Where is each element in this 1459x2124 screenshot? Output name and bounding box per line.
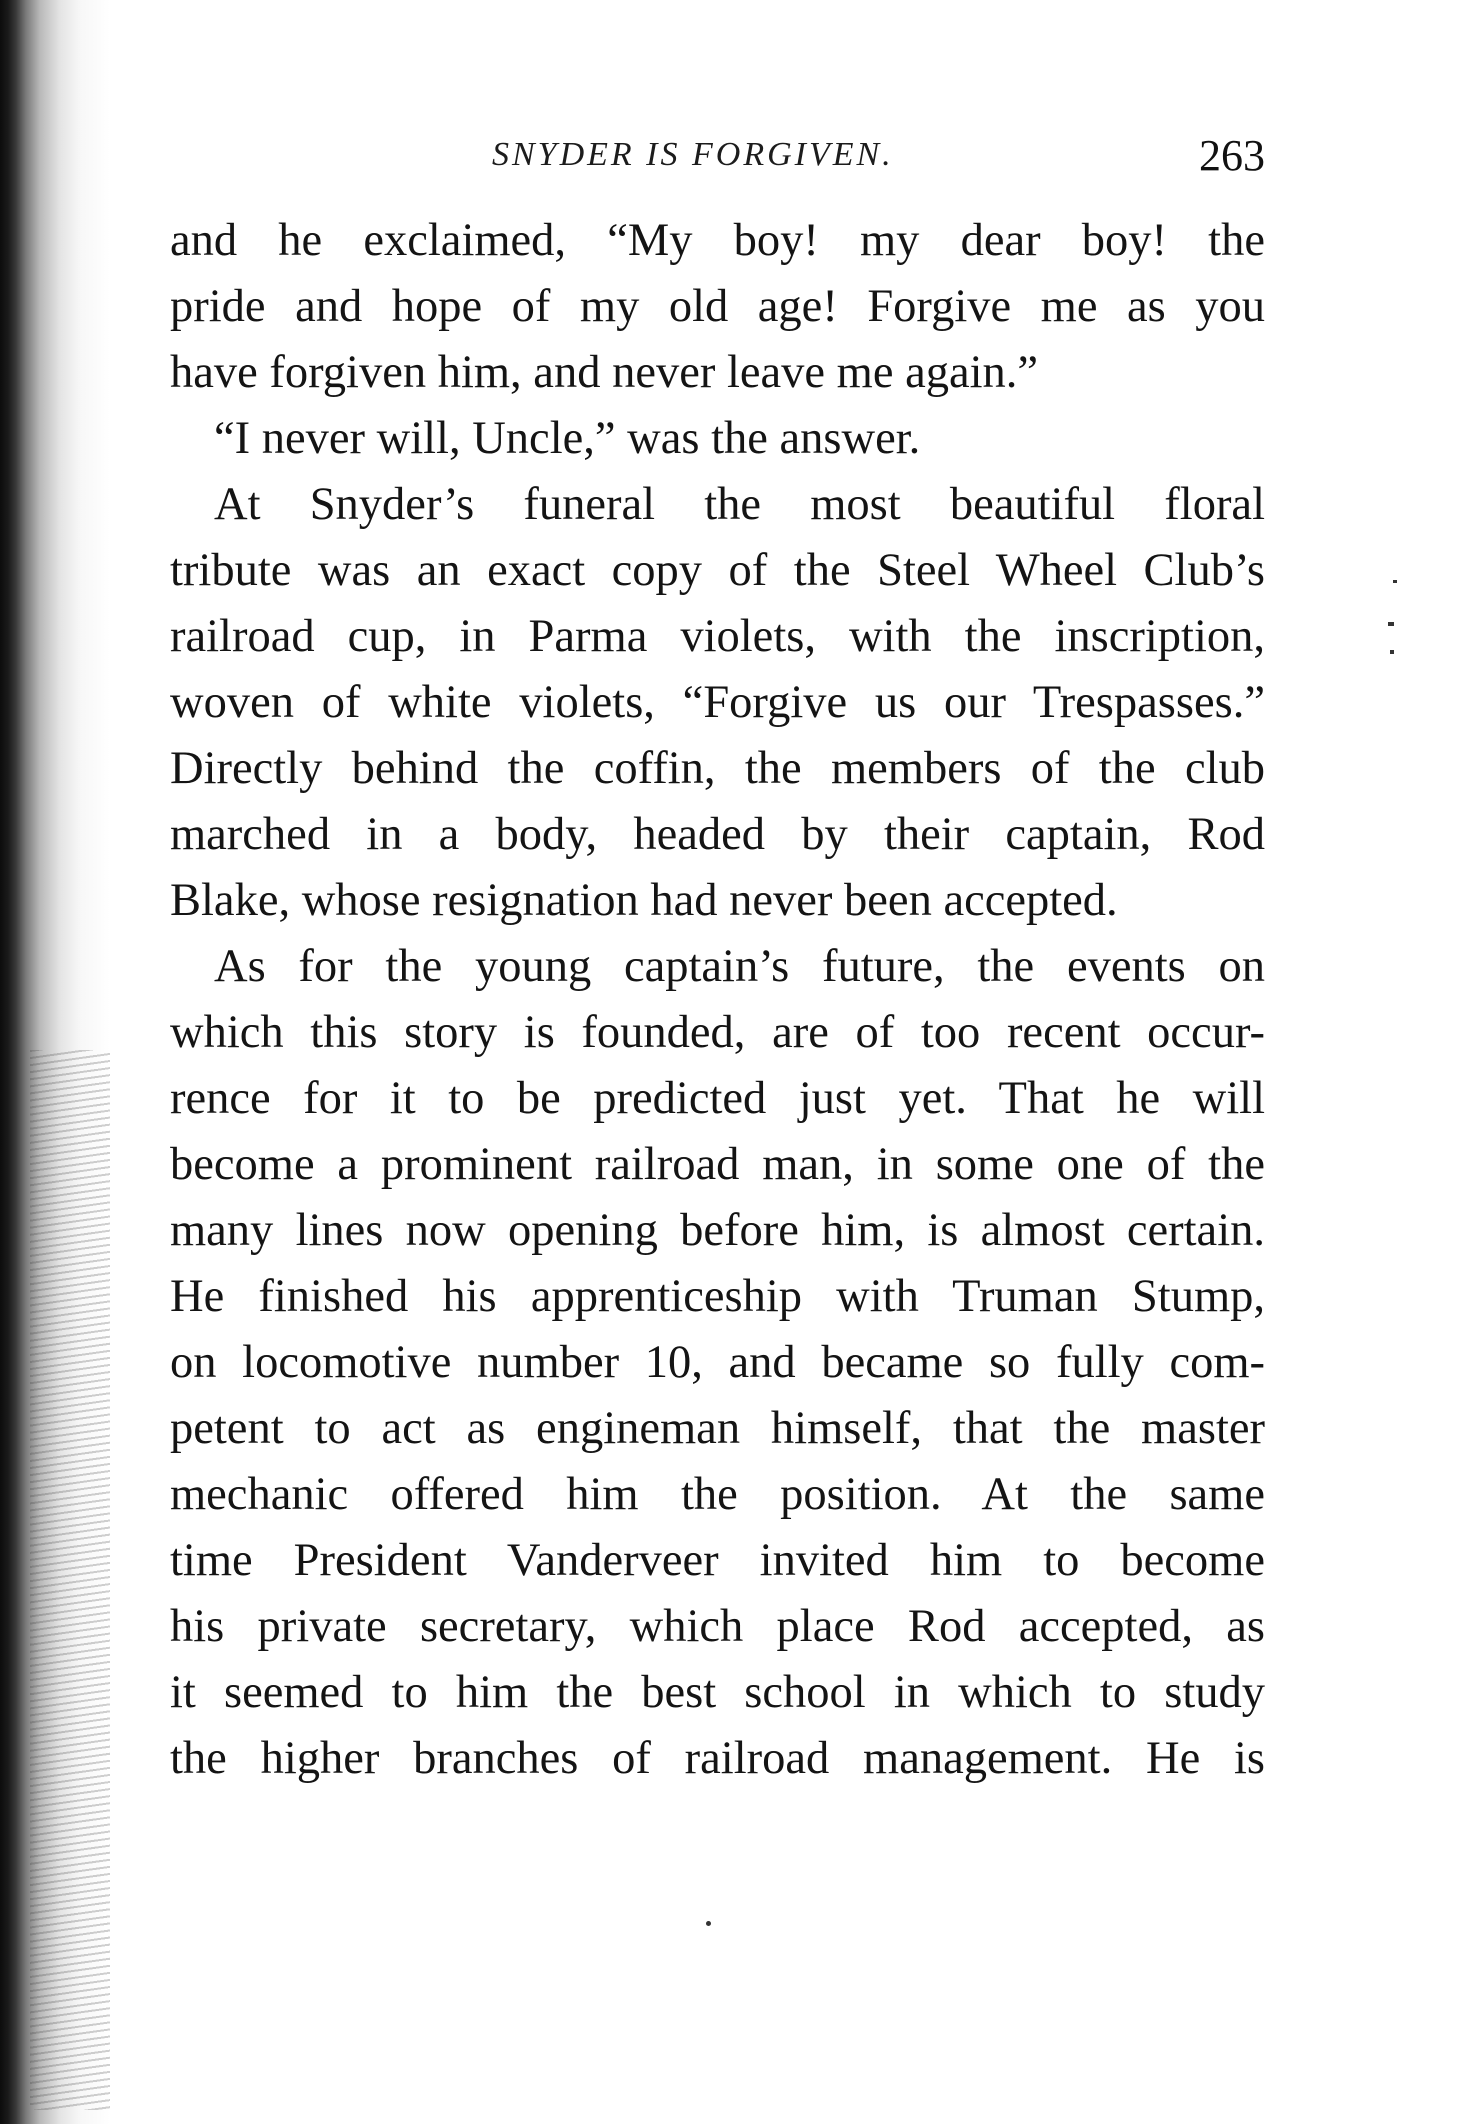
text-line: As for the young captain’s future, the events on bbox=[214, 941, 1265, 992]
text-line: woven of white violets, “Forgive us our Trespasses.” bbox=[170, 677, 1265, 728]
page-number: 263 bbox=[1199, 131, 1265, 180]
text-line: petent to act as engineman himself, that the master bbox=[170, 1403, 1265, 1454]
running-title: SNYDER IS FORGIVEN. bbox=[492, 136, 894, 173]
text-line: time President Vanderveer invited him to become bbox=[170, 1535, 1265, 1586]
text-line: become a prominent railroad man, in some one of the bbox=[170, 1139, 1265, 1190]
text-line: Directly behind the coffin, the members of the club bbox=[170, 743, 1265, 794]
text-line: At Snyder’s funeral the most beautiful floral bbox=[214, 479, 1265, 530]
text-line: many lines now opening before him, is almost certain. bbox=[170, 1205, 1265, 1256]
running-head bbox=[170, 130, 1265, 190]
stray-speck bbox=[1388, 622, 1394, 626]
stray-speck bbox=[1393, 580, 1397, 583]
text-line: and he exclaimed, “My boy! my dear boy! the bbox=[170, 215, 1265, 266]
text-line: “I never will, Uncle,” was the answer. bbox=[214, 413, 921, 464]
text-line: He finished his apprenticeship with Truman Stump, bbox=[170, 1271, 1265, 1322]
text-line: the higher branches of railroad management. He is bbox=[170, 1733, 1265, 1784]
text-line: rence for it to be predicted just yet. That he will bbox=[170, 1073, 1265, 1124]
text-line: tribute was an exact copy of the Steel Wheel Club’s bbox=[170, 545, 1265, 596]
text-line: Blake, whose resignation had never been accepted. bbox=[170, 875, 1118, 926]
binding-edge-texture bbox=[30, 1050, 110, 2110]
text-line: his private secretary, which place Rod accepted, as bbox=[170, 1601, 1265, 1652]
text-line: have forgiven him, and never leave me again.” bbox=[170, 347, 1039, 398]
text-line: mechanic offered him the position. At the same bbox=[170, 1469, 1265, 1520]
text-line: pride and hope of my old age! Forgive me as you bbox=[170, 281, 1265, 332]
text-line: on locomotive number 10, and became so fully com- bbox=[170, 1337, 1265, 1388]
text-line: it seemed to him the best school in which to study bbox=[170, 1667, 1265, 1718]
book-page bbox=[170, 130, 1265, 1792]
stray-speck bbox=[1390, 650, 1394, 654]
text-line: marched in a body, headed by their captain, Rod bbox=[170, 809, 1265, 860]
text-line: railroad cup, in Parma violets, with the inscription, bbox=[170, 611, 1265, 662]
text-line: which this story is founded, are of too recent occur- bbox=[170, 1007, 1265, 1058]
body-text bbox=[170, 208, 1265, 1792]
stray-speck bbox=[706, 1921, 711, 1926]
